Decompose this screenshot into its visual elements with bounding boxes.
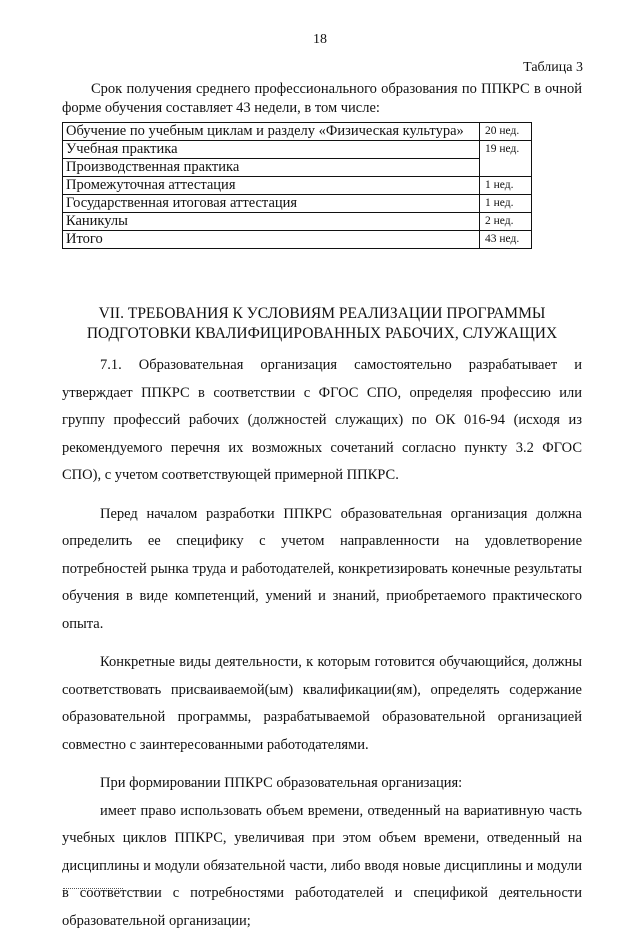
paragraph: имеет право использовать объем времени, отведенный на вариативную часть учебных циклов ППКРС, увеличивая при этом объем времени, отведенный на дисциплины и модули обязательной части, либо вводя новые дисциплины и модули в соответствии с потребностями работодателей и спецификой деятельности образовательной организации; bbox=[62, 798, 582, 935]
paragraph: 7.1. Образовательная организация самостоятельно разрабатывает и утверждает ППКРС в соответствии с ФГОС СПО, определяя профессию или группу профессий рабочих (должностей служащих) по ОК 016-94 (исходя из рекомендуемого перечня их возможных сочетаний согласно пункту 3.2 ФГОС СПО), с учетом соответствующей примерной ППКРС. bbox=[62, 352, 582, 490]
row-value: 19 нед. bbox=[480, 141, 532, 177]
page-number: 18 bbox=[0, 32, 640, 48]
intro-paragraph: Срок получения среднего профессионального образования по ППКРС в очной форме обучения составляет 43 недели, в том числе: bbox=[62, 80, 582, 118]
table-row bbox=[63, 231, 532, 249]
row-name: Промежуточная аттестация bbox=[63, 177, 480, 195]
section-title bbox=[62, 304, 582, 344]
table-caption: Таблица 3 bbox=[523, 60, 583, 76]
row-name: Учебная практика bbox=[63, 141, 480, 159]
table-row bbox=[63, 213, 532, 231]
paragraph: При формировании ППКРС образовательная организация: bbox=[62, 770, 582, 798]
row-name: Государственная итоговая аттестация bbox=[63, 195, 480, 213]
row-name: Каникулы bbox=[63, 213, 480, 231]
table-row bbox=[63, 141, 532, 159]
section-body bbox=[62, 352, 582, 935]
study-duration-table bbox=[62, 122, 532, 249]
row-name: Обучение по учебным циклам и разделу «Физическая культура» bbox=[63, 123, 480, 141]
table-row bbox=[63, 177, 532, 195]
table-row bbox=[63, 123, 532, 141]
section-title-line: VII. ТРЕБОВАНИЯ К УСЛОВИЯМ РЕАЛИЗАЦИИ ПРОГРАММЫ bbox=[62, 304, 582, 324]
paragraph: Конкретные виды деятельности, к которым готовится обучающийся, должны соответствовать присваиваемой(ым) квалификации(ям), определять содержание образовательной программы, разрабатываемой образовательной организацией совместно с заинтересованными работодателями. bbox=[62, 649, 582, 759]
row-value: 2 нед. bbox=[480, 213, 532, 231]
row-name: Итого bbox=[63, 231, 480, 249]
row-value: 1 нед. bbox=[480, 195, 532, 213]
row-value: 20 нед. bbox=[480, 123, 532, 141]
row-value: 43 нед. bbox=[480, 231, 532, 249]
table-row bbox=[63, 195, 532, 213]
row-name: Производственная практика bbox=[63, 159, 480, 177]
section-title-line: ПОДГОТОВКИ КВАЛИФИЦИРОВАННЫХ РАБОЧИХ, СЛУЖАЩИХ bbox=[62, 324, 582, 344]
row-value: 1 нед. bbox=[480, 177, 532, 195]
paragraph: Перед началом разработки ППКРС образовательная организация должна определить ее специфику с учетом направленности на удовлетворение потребностей рынка труда и работодателей, конкретизировать конечные результаты обучения в виде компетенций, умений и знаний, приобретаемого практического опыта. bbox=[62, 501, 582, 639]
table-row bbox=[63, 159, 532, 177]
footer-mark bbox=[63, 888, 123, 892]
